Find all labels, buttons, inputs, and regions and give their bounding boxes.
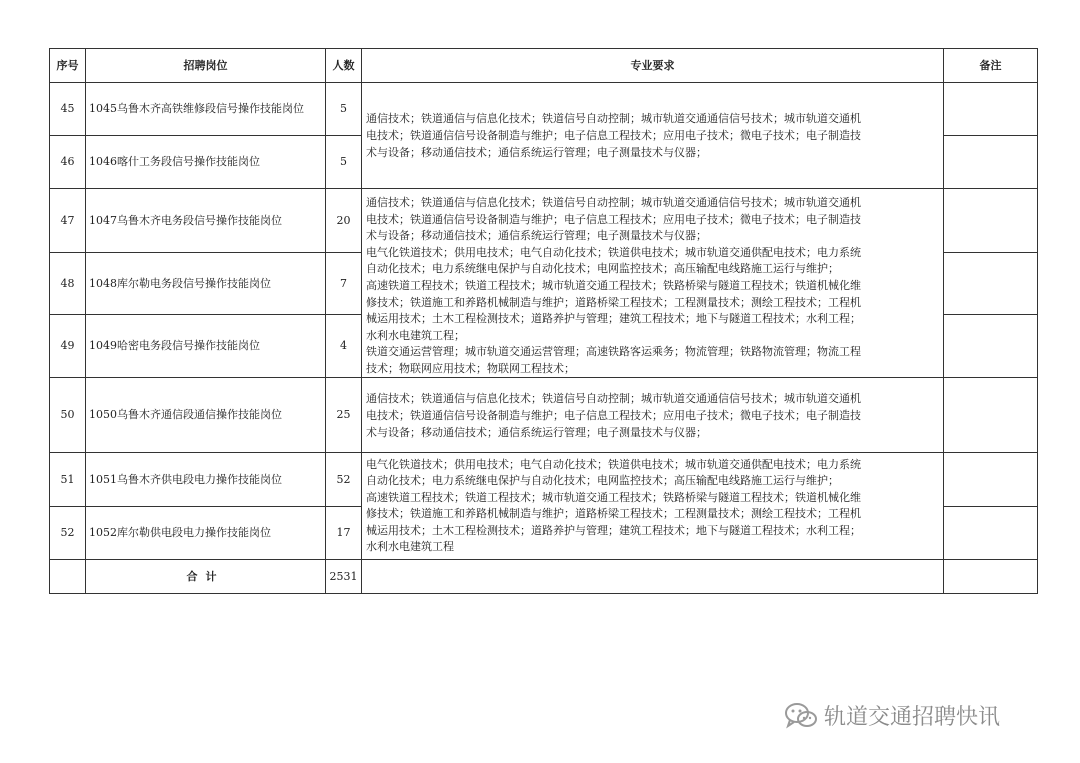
total-index [49,559,86,594]
requirement-line: 电技术；铁道通信信号设备制造与维护；电子信息工程技术；应用电子技术；微电子技术；电子制造技 [366,408,861,422]
row-49-remark [943,314,1038,378]
requirement-line: 术与设备；移动通信技术；通信系统运行管理；电子测量技术与仪器； [366,229,707,243]
requirements-51-52 [361,452,944,560]
row-52-count: 17 [325,506,362,560]
recruitment-table [49,48,1038,594]
total-label: 合计 [85,559,326,594]
row-49-index: 49 [49,314,86,378]
row-45-index: 45 [49,82,86,136]
header-index: 序号 [49,48,86,83]
total-major [361,559,944,594]
requirements-47-49 [361,188,944,378]
header-major: 专业要求 [361,48,944,83]
row-47-count: 20 [325,188,362,253]
requirement-line: 电技术；铁道通信信号设备制造与维护；电子信息工程技术；应用电子技术；微电子技术；电子制造技 [366,212,861,226]
row-48-index: 48 [49,252,86,315]
row-48-remark [943,252,1038,315]
requirement-line: 修技术；铁道施工和养路机械制造与维护；道路桥梁工程技术；工程测量技术；测绘工程技术；工程机 [366,507,861,520]
requirement-line: 自动化技术；电力系统继电保护与自动化技术；电网监控技术；高压输配电线路施工运行与维护； [366,262,839,276]
requirement-line: 铁道交通运营管理；城市轨道交通运营管理；高速铁路客运乘务；物流管理；铁路物流管理；物流工程 [366,345,861,359]
row-45-remark [943,82,1038,136]
row-46-count: 5 [325,135,362,189]
row-49-post: 1049哈密电务段信号操作技能岗位 [85,314,326,378]
requirements-45-46 [361,82,944,189]
requirement-line: 修技术；铁道施工和养路机械制造与维护；道路桥梁工程技术；工程测量技术；测绘工程技术；工程机 [366,295,861,309]
requirement-line: 电技术；铁道通信信号设备制造与维护；电子信息工程技术；应用电子技术；微电子技术；电子制造技 [366,129,861,142]
requirement-line: 械运用技术；土木工程检测技术；道路养护与管理；建筑工程技术；地下与隧道工程技术；水利工程； [366,312,861,326]
row-48-post: 1048库尔勒电务段信号操作技能岗位 [85,252,326,315]
row-51-count: 52 [325,452,362,507]
row-52-post: 1052库尔勒供电段电力操作技能岗位 [85,506,326,560]
requirement-line: 术与设备；移动通信技术；通信系统运行管理；电子测量技术与仪器； [366,425,707,439]
row-50-post: 1050乌鲁木齐通信段通信操作技能岗位 [85,377,326,453]
row-46-post: 1046喀什工务段信号操作技能岗位 [85,135,326,189]
row-45-count: 5 [325,82,362,136]
requirement-line: 高速铁道工程技术；铁道工程技术；城市轨道交通工程技术；铁路桥梁与隧道工程技术；铁道机械化维 [366,278,861,292]
row-51-remark [943,452,1038,507]
requirement-line: 水利水电建筑工程 [366,540,454,553]
row-48-count: 7 [325,252,362,315]
row-46-index: 46 [49,135,86,189]
row-47-post: 1047乌鲁木齐电务段信号操作技能岗位 [85,188,326,253]
row-52-index: 52 [49,506,86,560]
table-grid [49,48,1038,594]
row-47-remark [943,188,1038,253]
requirement-line: 技术；物联网应用技术；物联网工程技术； [366,361,575,375]
total-count: 2531 [325,559,362,594]
requirement-line: 通信技术；铁道通信与信息化技术；铁道信号自动控制；城市轨道交通通信信号技术；城市轨道交通机 [366,391,861,405]
requirement-line: 术与设备；移动通信技术；通信系统运行管理；电子测量技术与仪器； [366,146,707,159]
requirement-line: 高速铁道工程技术；铁道工程技术；城市轨道交通工程技术；铁路桥梁与隧道工程技术；铁道机械化维 [366,490,861,504]
row-51-index: 51 [49,452,86,507]
row-50-index: 50 [49,377,86,453]
row-50-remark [943,377,1038,453]
requirement-line: 水利水电建筑工程； [366,328,465,342]
requirement-line: 电气化铁道技术；供用电技术；电气自动化技术；铁道供电技术；城市轨道交通供配电技术；电力系统 [366,457,861,471]
row-45-post: 1045乌鲁木齐高铁维修段信号操作技能岗位 [85,82,326,136]
requirement-line: 通信技术；铁道通信与信息化技术；铁道信号自动控制；城市轨道交通通信信号技术；城市轨道交通机 [366,196,861,209]
header-remark: 备注 [943,48,1038,83]
row-50-count: 25 [325,377,362,453]
header-count: 人数 [325,48,362,83]
row-49-count: 4 [325,314,362,378]
row-52-remark [943,506,1038,560]
total-remark [943,559,1038,594]
requirements-50 [361,377,944,453]
row-47-index: 47 [49,188,86,253]
watermark-text: 轨道交通招聘快讯 [824,705,1001,730]
requirement-line: 械运用技术；土木工程检测技术；道路养护与管理；建筑工程技术；地下与隧道工程技术；水利工程； [366,523,861,537]
requirement-line: 通信技术；铁道通信与信息化技术；铁道信号自动控制；城市轨道交通通信信号技术；城市轨道交通机 [366,112,861,125]
requirement-line: 自动化技术；电力系统继电保护与自动化技术；电网监控技术；高压输配电线路施工运行与维护； [366,474,839,487]
row-46-remark [943,135,1038,189]
wechat-icon [784,701,818,731]
requirement-line: 电气化铁道技术；供用电技术；电气自动化技术；铁道供电技术；城市轨道交通供配电技术；电力系统 [366,245,861,259]
row-51-post: 1051乌鲁木齐供电段电力操作技能岗位 [85,452,326,507]
header-post: 招聘岗位 [85,48,326,83]
watermark [784,700,1000,731]
